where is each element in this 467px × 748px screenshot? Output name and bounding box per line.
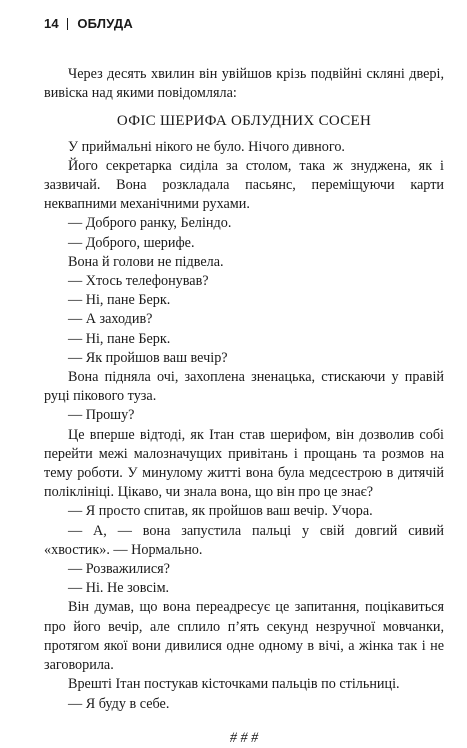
dialogue-line: — Доброго, шерифе.	[68, 234, 195, 251]
dialogue-line: — Я просто спитав, як пройшов ваш вечір. Учора.	[68, 503, 373, 520]
paragraph: Врешті Ітан постукав кісточками пальців по стільниці.	[68, 676, 400, 693]
dialogue-line: — Ні, пане Берк.	[68, 330, 171, 347]
dialogue-line: — Розважилися?	[68, 561, 170, 578]
paragraph: Це вперше відтоді, як Ітан став шерифом, він дозволив собі перейти межі малозначущих привітань і прощань та розмов на тему роботи. У минулому житті вона була медсестрою в дитячій поліклініці. Цікаво, чи знала вона, що він про це знає?	[44, 426, 444, 501]
dialogue-line: — Як пройшов ваш вечір?	[68, 349, 228, 366]
paragraph: Його секретарка сиділа за столом, така ж знуджена, як і зазвичай. Вона розкладала пасьянс, переміщуючи карти неквапними механічними рухами.	[44, 157, 444, 213]
book-title: ОБЛУДА	[77, 16, 133, 31]
dialogue-line: — Ні, пане Берк.	[68, 292, 171, 309]
page-number: 14	[44, 16, 59, 31]
dialogue-line: — Хтось телефонував?	[68, 273, 209, 290]
paragraph: Вона підняла очі, захоплена зненацька, стискаючи у правій руці пікового туза.	[44, 369, 444, 405]
dialogue-line: — Я буду в себе.	[68, 695, 170, 712]
dialogue-line: — Доброго ранку, Беліндо.	[68, 215, 232, 232]
header-divider	[67, 18, 69, 30]
dialogue-line: — А, — вона запустила пальці у свій довгий сивий «хвостик». — Нормально.	[44, 522, 444, 558]
paragraph: У приймальні нікого не було. Нічого дивного.	[68, 138, 345, 155]
paragraph: Через десять хвилин він увійшов крізь подвійні скляні двері, вивіска над якими повідомляла:	[44, 66, 444, 102]
dialogue-line: — А заходив?	[68, 311, 153, 328]
body-text	[44, 65, 444, 748]
office-sign: ОФІС ШЕРИФА ОБЛУДНИХ СОСЕН	[116, 113, 372, 130]
paragraph: Вона й голови не підвела.	[68, 253, 224, 270]
running-header	[44, 16, 133, 31]
paragraph: Він думав, що вона переадресує це запитання, поцікавиться про його вечір, але сплило п’ять секунд незручної мовчанки, протягом якої вони дивилися одне одному в вічі, а жінка так і не заговорила.	[44, 599, 444, 674]
dialogue-line: — Прошу?	[68, 407, 135, 424]
section-break: # # #	[229, 729, 259, 746]
dialogue-line: — Ні. Не зовсім.	[68, 580, 170, 597]
